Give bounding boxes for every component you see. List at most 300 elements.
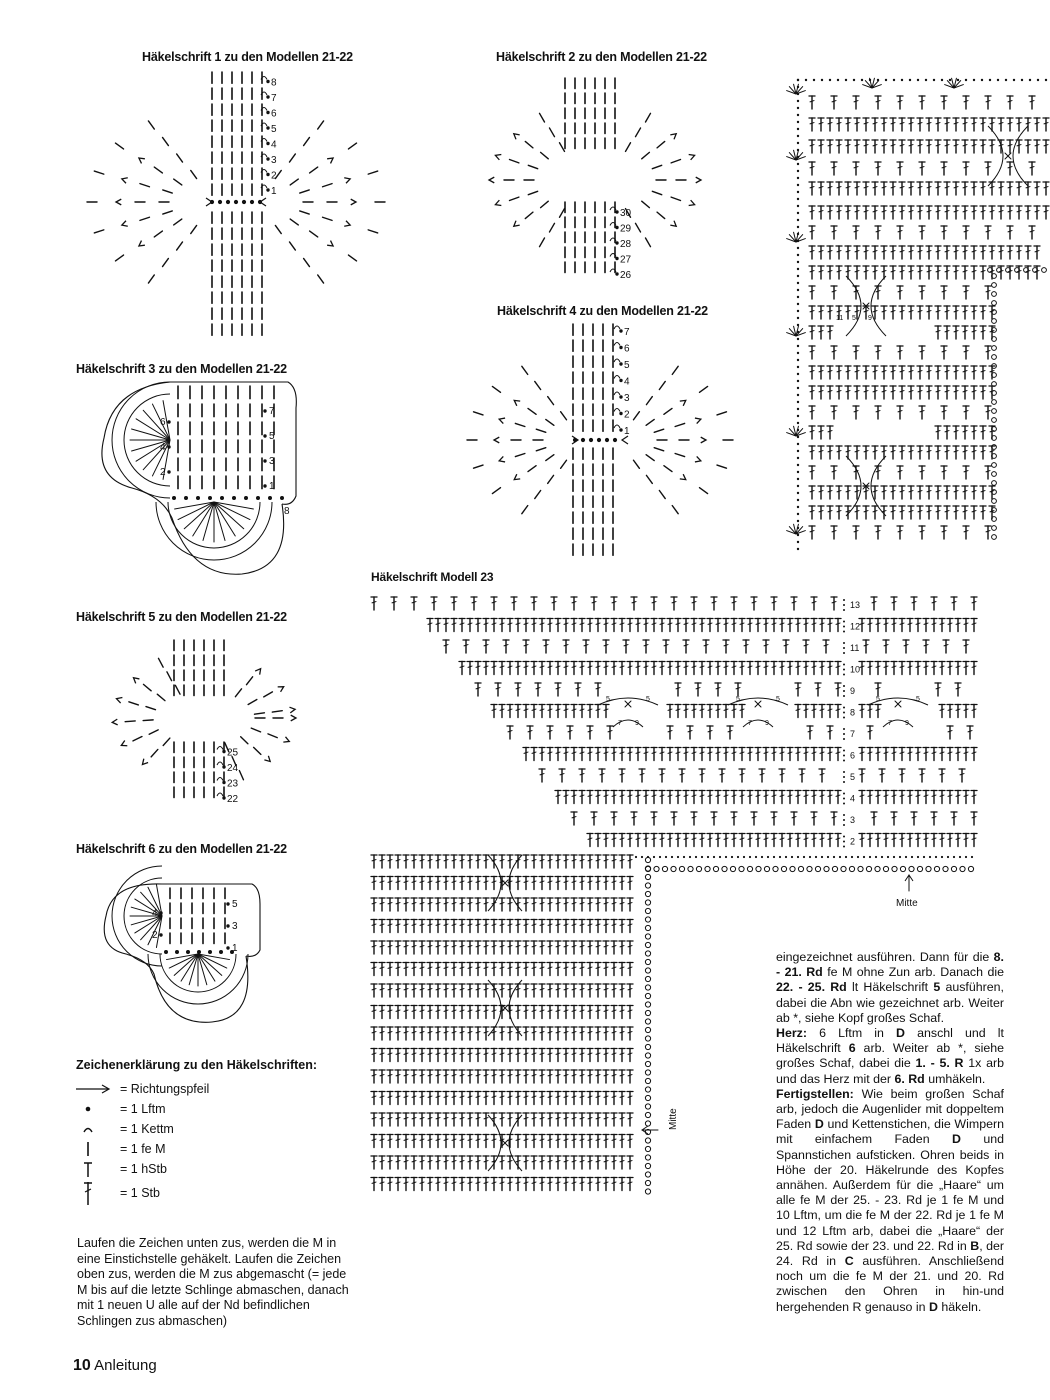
dc-stitch (564, 623, 568, 624)
stitch-path (351, 199, 356, 205)
chain-ring (866, 866, 871, 871)
sc-stitch (634, 460, 640, 468)
dc-stitch (1017, 187, 1021, 188)
dc-stitch (724, 666, 728, 667)
dc-stitch (740, 795, 744, 796)
chain-ring (696, 866, 701, 871)
dc-stitch (508, 623, 512, 624)
chain-dot (827, 856, 829, 858)
chain-dot (843, 798, 845, 800)
dc-stitch (676, 752, 680, 753)
dc-stitch (508, 709, 512, 710)
dc-stitch (492, 967, 496, 968)
dc-stitch (596, 1053, 600, 1054)
dc-stitch (468, 1032, 472, 1033)
dc-stitch (916, 666, 920, 667)
dc-stitch (420, 881, 424, 882)
chain-dot (957, 79, 959, 81)
dc-stitch (810, 211, 814, 212)
dc-stitch (492, 1096, 496, 1097)
dc-stitch (604, 645, 608, 646)
row-number: 29 (620, 223, 632, 235)
sc-stitch (191, 170, 197, 178)
sc-stitch (515, 423, 525, 426)
dc-stitch (854, 101, 858, 102)
dc-stitch (990, 123, 994, 124)
dc-stitch (476, 924, 480, 925)
sc-stitch (174, 219, 182, 225)
stitch-path (514, 474, 520, 479)
dc-stitch (972, 666, 976, 667)
dc-stitch (516, 1096, 520, 1097)
dc-stitch (548, 709, 552, 710)
dc-stitch (876, 666, 880, 667)
dc-stitch (596, 903, 600, 904)
dc-stitch (716, 752, 720, 753)
sc-stitch (148, 275, 154, 283)
dc-stitch (412, 602, 416, 603)
dc-stitch (772, 795, 776, 796)
sc-stitch (140, 184, 150, 187)
dc-stitch (556, 1118, 560, 1119)
dc-stitch (588, 881, 592, 882)
chain-dot (997, 79, 999, 81)
dc-stitch (964, 531, 968, 532)
chain-dot (797, 205, 799, 207)
dc-stitch (564, 1010, 568, 1011)
dc-stitch (828, 731, 832, 732)
dc-stitch (720, 774, 724, 775)
dc-stitch (556, 1053, 560, 1054)
dc-stitch (572, 881, 576, 882)
dc-stitch (986, 101, 990, 102)
dc-stitch (927, 271, 931, 272)
sc-stitch (140, 217, 150, 220)
dc-stitch (568, 731, 572, 732)
dc-stitch (692, 709, 696, 710)
dc-stitch (380, 1010, 384, 1011)
dc-stitch (604, 881, 608, 882)
dc-stitch (428, 1139, 432, 1140)
dc-stitch (945, 451, 949, 452)
dc-stitch (884, 623, 888, 624)
sc-stitch (300, 211, 310, 214)
dc-stitch (516, 989, 520, 990)
dc-stitch (436, 1053, 440, 1054)
dc-stitch (564, 989, 568, 990)
dc-stitch (873, 451, 877, 452)
chain-dot (791, 856, 793, 858)
chain-dot (797, 499, 799, 501)
dc-stitch (444, 1075, 448, 1076)
sc-stitch (654, 448, 664, 451)
chart3-title: Häkelschrift 3 zu den Modellen 21-22 (76, 362, 287, 376)
dc-stitch (860, 838, 864, 839)
row-number: 1 (269, 481, 275, 492)
dc-stitch (909, 371, 913, 372)
dc-stitch (564, 967, 568, 968)
dc-stitch (524, 1139, 528, 1140)
dc-stitch (927, 491, 931, 492)
dc-stitch (864, 451, 868, 452)
chain-dot (929, 856, 931, 858)
dc-stitch (900, 187, 904, 188)
dc-stitch (954, 187, 958, 188)
dc-stitch (837, 491, 841, 492)
dc-stitch (692, 838, 696, 839)
crochet-chart-2 (455, 72, 735, 292)
chain-dot (843, 841, 845, 843)
dc-stitch (396, 1118, 400, 1119)
dc-stitch (819, 311, 823, 312)
chain-dot (266, 157, 269, 160)
dc-stitch (372, 1010, 376, 1011)
dc-stitch (927, 123, 931, 124)
dc-stitch (740, 838, 744, 839)
dc-stitch (388, 860, 392, 861)
dc-stitch (540, 903, 544, 904)
dc-stitch (652, 838, 656, 839)
dc-stitch (900, 666, 904, 667)
dc-stitch (396, 860, 400, 861)
dc-stitch (644, 645, 648, 646)
dc-stitch (516, 688, 520, 689)
dc-stitch (460, 967, 464, 968)
dc-stitch (632, 602, 636, 603)
dc-stitch (936, 391, 940, 392)
chain-dot (909, 79, 911, 81)
chain-dot (843, 836, 845, 838)
dc-stitch (516, 946, 520, 947)
dc-stitch (986, 167, 990, 168)
dc-stitch (500, 1053, 504, 1054)
dc-stitch (548, 752, 552, 753)
dc-stitch (708, 795, 712, 796)
dc-stitch (876, 351, 880, 352)
dc-stitch (540, 709, 544, 710)
stitch-path (134, 678, 140, 684)
chain-dot (731, 856, 733, 858)
chain-ring (739, 866, 744, 871)
dc-stitch (636, 666, 640, 667)
chain-dot (689, 856, 691, 858)
dc-stitch (668, 709, 672, 710)
dc-stitch (560, 774, 564, 775)
chain-dot (941, 856, 943, 858)
chain-ring (764, 866, 769, 871)
dc-stitch (596, 752, 600, 753)
stitch-path (291, 715, 296, 721)
dc-stitch (612, 924, 616, 925)
row-number: 6 (271, 108, 277, 120)
dc-stitch (372, 860, 376, 861)
dc-stitch (540, 881, 544, 882)
stitch-path (670, 134, 676, 140)
dc-stitch (524, 860, 528, 861)
sc-stitch (163, 137, 169, 145)
chain-dot (843, 755, 845, 757)
dc-stitch (412, 881, 416, 882)
dc-stitch (436, 946, 440, 947)
sc-stitch (323, 184, 333, 187)
dc-stitch (924, 645, 928, 646)
dc-stitch (596, 924, 600, 925)
dc-stitch (882, 391, 886, 392)
dc-stitch (900, 145, 904, 146)
chain-dot (797, 219, 799, 221)
sc-stitch (646, 419, 654, 425)
dc-stitch (548, 1010, 552, 1011)
dc-stitch (596, 946, 600, 947)
dc-stitch (540, 1096, 544, 1097)
sc-stitch (536, 429, 546, 432)
dc-stitch (876, 623, 880, 624)
stitch-path (489, 177, 494, 183)
dc-stitch (972, 271, 976, 272)
dc-stitch (942, 531, 946, 532)
dc-stitch (812, 795, 816, 796)
dc-stitch (372, 946, 376, 947)
dc-stitch (444, 924, 448, 925)
dc-stitch (436, 989, 440, 990)
dc-stitch (404, 903, 408, 904)
dc-stitch (756, 795, 760, 796)
chain-dot (843, 793, 845, 795)
dc-stitch (945, 491, 949, 492)
dc-stitch (942, 101, 946, 102)
dc-stitch (873, 491, 877, 492)
dc-stitch (516, 1139, 520, 1140)
sc-stitch (368, 171, 378, 174)
dc-stitch (620, 881, 624, 882)
dc-stitch (412, 924, 416, 925)
dc-stitch (986, 531, 990, 532)
dc-stitch (524, 967, 528, 968)
dc-stitch (892, 817, 896, 818)
dc-stitch (484, 967, 488, 968)
sc-stitch (657, 212, 665, 218)
dc-stitch (524, 989, 528, 990)
dc-stitch (684, 645, 688, 646)
sc-stitch (94, 230, 104, 233)
dc-stitch (764, 645, 768, 646)
dc-stitch (956, 838, 960, 839)
dc-stitch (540, 1075, 544, 1076)
dc-stitch (548, 1139, 552, 1140)
chain-dot (263, 484, 266, 487)
dc-stitch (756, 838, 760, 839)
arc-label: 11 (836, 315, 844, 322)
dc-stitch (828, 431, 832, 432)
dc-stitch (460, 903, 464, 904)
dc-stitch (832, 817, 836, 818)
dc-stitch (592, 602, 596, 603)
dc-stitch (412, 989, 416, 990)
dc-stitch (868, 731, 872, 732)
dc-stitch (612, 1075, 616, 1076)
chain-ring (756, 866, 761, 871)
sc-stitch (474, 465, 484, 468)
stitch-path (622, 436, 628, 444)
dc-stitch (819, 511, 823, 512)
dc-stitch (452, 946, 456, 947)
dc-stitch (484, 1118, 488, 1119)
dc-stitch (873, 311, 877, 312)
dc-stitch (740, 709, 744, 710)
dc-stitch (572, 1010, 576, 1011)
dc-stitch (752, 602, 756, 603)
dc-stitch (580, 623, 584, 624)
dc-stitch (396, 1032, 400, 1033)
chain-dot (869, 856, 871, 858)
dc-stitch (891, 271, 895, 272)
chain-ring (992, 355, 997, 360)
sc-stitch (642, 201, 650, 207)
dc-stitch (832, 471, 836, 472)
dc-stitch (819, 491, 823, 492)
chain-dot (843, 609, 845, 611)
chain-dot (843, 846, 845, 848)
dc-stitch (916, 623, 920, 624)
dc-stitch (612, 967, 616, 968)
dc-stitch (428, 967, 432, 968)
chain-dot (767, 856, 769, 858)
chain-dot (222, 750, 225, 753)
dc-stitch (452, 1032, 456, 1033)
dc-stitch (404, 967, 408, 968)
dc-stitch (948, 795, 952, 796)
dc-stitch (828, 123, 832, 124)
dc-stitch (612, 881, 616, 882)
dc-stitch (948, 666, 952, 667)
dc-stitch (492, 1118, 496, 1119)
dc-stitch (864, 491, 868, 492)
dc-stitch (918, 491, 922, 492)
dc-stitch (756, 666, 760, 667)
dc-stitch (810, 371, 814, 372)
stitch-path (1013, 126, 1028, 186)
dc-stitch (372, 1053, 376, 1054)
chain-dot (843, 771, 845, 773)
sc-stitch (657, 141, 665, 147)
dc-stitch (876, 752, 880, 753)
sc-stitch (560, 209, 565, 218)
dc-stitch (963, 187, 967, 188)
dc-stitch (772, 602, 776, 603)
row-number: 7 (269, 406, 275, 417)
dc-stitch (864, 371, 868, 372)
chain-dot (797, 282, 799, 284)
dc-stitch (596, 967, 600, 968)
dc-stitch (672, 602, 676, 603)
dc-stitch (203, 502, 214, 540)
dc-stitch (810, 145, 814, 146)
chain-dot (695, 856, 697, 858)
dc-stitch (945, 251, 949, 252)
dc-stitch (892, 602, 896, 603)
chain-dot (719, 856, 721, 858)
dc-stitch (604, 1032, 608, 1033)
dc-stitch (544, 645, 548, 646)
dc-stitch (668, 666, 672, 667)
sc-stitch (125, 721, 135, 722)
dc-stitch (524, 1053, 528, 1054)
dc-stitch (612, 1096, 616, 1097)
chain-dot (843, 626, 845, 628)
chain-dot (989, 79, 991, 81)
dc-stitch (876, 411, 880, 412)
dc-stitch (214, 502, 225, 540)
dc-stitch (436, 860, 440, 861)
dc-stitch (855, 391, 859, 392)
dc-stitch (981, 251, 985, 252)
crochet-chart-5 (78, 632, 338, 812)
dc-stitch (572, 946, 576, 947)
dc-stitch (500, 1032, 504, 1033)
dc-stitch (548, 903, 552, 904)
dc-stitch (810, 531, 814, 532)
dc-stitch (484, 989, 488, 990)
row-number: 5 (850, 772, 856, 782)
chain-dot (761, 856, 763, 858)
dc-stitch (608, 731, 612, 732)
row-number: 2 (850, 836, 856, 847)
dc-stitch (828, 623, 832, 624)
dc-stitch (612, 1118, 616, 1119)
dc-stitch (492, 602, 496, 603)
chain-dot (797, 520, 799, 522)
sc-stitch (659, 490, 665, 498)
dc-stitch (900, 491, 904, 492)
dc-stitch (876, 688, 880, 689)
dc-stitch (837, 123, 841, 124)
dc-stitch (420, 1053, 424, 1054)
sc-stitch (163, 738, 170, 745)
dc-stitch (484, 666, 488, 667)
dc-stitch (868, 838, 872, 839)
dc-stitch (855, 511, 859, 512)
dc-stitch (916, 752, 920, 753)
chain-dot (797, 457, 799, 459)
dc-stitch (954, 431, 958, 432)
dc-stitch (810, 391, 814, 392)
dc-stitch (524, 752, 528, 753)
stitch-path (614, 425, 620, 428)
row-number: 1 (232, 943, 238, 954)
sc-stitch (133, 737, 142, 741)
row-number: 3 (232, 921, 238, 932)
dc-stitch (828, 709, 832, 710)
dc-stitch (1044, 187, 1048, 188)
dc-stitch (756, 752, 760, 753)
dc-stitch (660, 666, 664, 667)
sc-stitch (275, 225, 281, 233)
dc-stitch (832, 231, 836, 232)
chain-dot (797, 436, 799, 438)
chain-dot (707, 856, 709, 858)
dc-stitch (900, 774, 904, 775)
dc-stitch (819, 187, 823, 188)
dc-stitch (891, 123, 895, 124)
chain-dot (232, 496, 236, 500)
dc-stitch (981, 271, 985, 272)
dc-stitch (532, 860, 536, 861)
dc-stitch (981, 391, 985, 392)
row-number: 5 (624, 360, 630, 371)
dc-stitch (604, 946, 608, 947)
chain-ring (654, 866, 659, 871)
dc-stitch (884, 645, 888, 646)
